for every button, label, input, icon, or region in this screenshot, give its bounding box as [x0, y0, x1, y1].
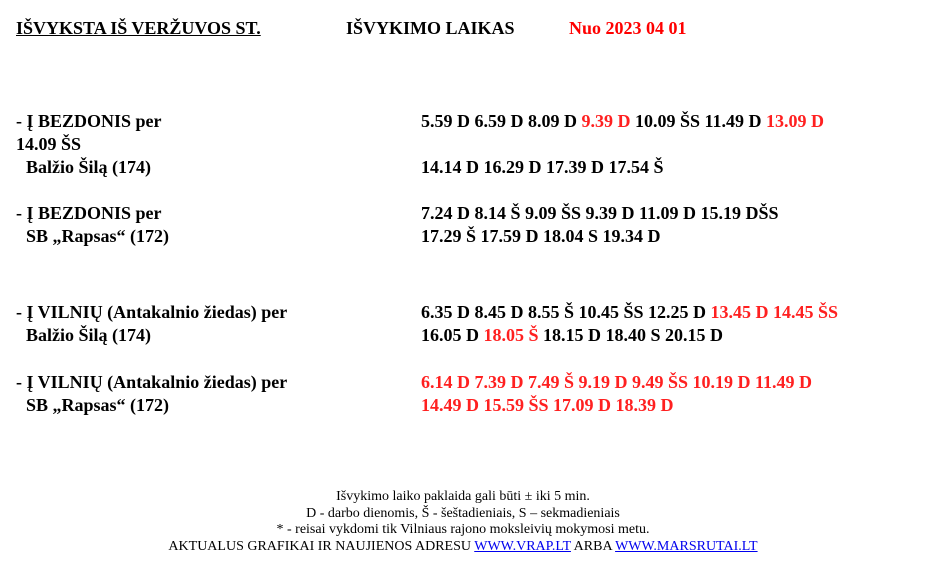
route-label-line: Balžio Šilą (174) — [26, 325, 151, 345]
station-title: IŠVYKSTA IŠ VERŽUVOS ST. — [16, 18, 261, 38]
route-times — [421, 301, 838, 347]
departure-times-line — [421, 110, 824, 133]
route-times — [421, 371, 812, 417]
departure-times-line — [421, 324, 838, 347]
route-label-line: Balžio Šilą (174) — [26, 157, 151, 177]
route-label-vilnius-balzio — [16, 301, 287, 347]
departures: 14.14 D 16.29 D 17.39 D 17.54 Š — [421, 157, 664, 177]
route-label-line: SB „Rapsas“ (172) — [26, 395, 170, 415]
route-label-line: 14.09 ŠS — [16, 134, 82, 154]
vrap-link[interactable]: WWW.VRAP.LT — [474, 538, 571, 554]
route-label-bezdonis-rapsas — [16, 202, 169, 248]
route-label-vilnius-rapsas — [16, 371, 287, 417]
highlighted-departures: 9.39 D — [581, 111, 631, 131]
departures: 7.24 D 8.14 Š 9.09 ŠS 9.39 D 11.09 D 15.19 DŠS — [421, 203, 779, 223]
website-separator: ARBA — [570, 538, 616, 554]
route-times — [421, 202, 779, 248]
departure-times-line — [421, 156, 824, 179]
marsrutai-link[interactable]: WWW.MARSRUTAI.LT — [615, 538, 758, 554]
website-prefix: AKTUALUS GRAFIKAI IR NAUJIENOS ADRESU — [168, 538, 475, 554]
departure-time-label: IŠVYKIMO LAIKAS — [346, 18, 515, 38]
route-label-line: - Į VILNIŲ (Antakalnio žiedas) per — [16, 302, 288, 322]
highlighted-departures: 13.45 D 14.45 ŠS — [710, 302, 839, 322]
departure-times-line — [421, 133, 824, 156]
departures: 16.05 D — [421, 325, 484, 345]
route-label-line: - Į BEZDONIS per — [16, 203, 162, 223]
departures: 17.29 Š 17.59 D 18.04 S 19.34 D — [421, 226, 661, 246]
route-label-bezdonis-balzio — [16, 110, 162, 179]
footer-notes — [0, 489, 926, 555]
route-label-line: - Į BEZDONIS per — [16, 111, 162, 131]
departure-times-line — [421, 225, 779, 248]
highlighted-departures: 6.14 D 7.39 D 7.49 Š 9.19 D 9.49 ŠS 10.19 D 11.49 D — [421, 372, 813, 392]
departure-times-line — [421, 394, 812, 417]
valid-from-date: Nuo 2023 04 01 — [569, 18, 687, 38]
departures: 5.59 D 6.59 D 8.09 D — [421, 111, 582, 131]
departure-times-line — [421, 371, 812, 394]
departures: 6.35 D 8.45 D 8.55 Š 10.45 ŠS 12.25 D — [421, 302, 711, 322]
route-label-line: - Į VILNIŲ (Antakalnio žiedas) per — [16, 372, 288, 392]
departure-times-line — [421, 202, 779, 225]
route-label-line: SB „Rapsas“ (172) — [26, 226, 170, 246]
highlighted-departures: 14.49 D 15.59 ŠS 17.09 D 18.39 D — [421, 395, 674, 415]
day-code-legend: D - darbo dienomis, Š - šeštadieniais, S – sekmadieniais — [306, 505, 620, 521]
highlighted-departures: 13.09 D — [766, 111, 825, 131]
website-line — [0, 539, 926, 556]
time-tolerance-note: Išvykimo laiko paklaida gali būti ± iki 5 min. — [336, 489, 590, 504]
school-trips-note: * - reisai vykdomi tik Vilniaus rajono moksleivių mokymosi metu. — [276, 522, 650, 537]
departures: 10.09 ŠS 11.49 D — [630, 111, 767, 131]
departure-times-line — [421, 301, 838, 324]
departures: 18.15 D 18.40 S 20.15 D — [538, 325, 724, 345]
route-times — [421, 110, 824, 179]
highlighted-departures: 18.05 Š — [483, 325, 539, 345]
